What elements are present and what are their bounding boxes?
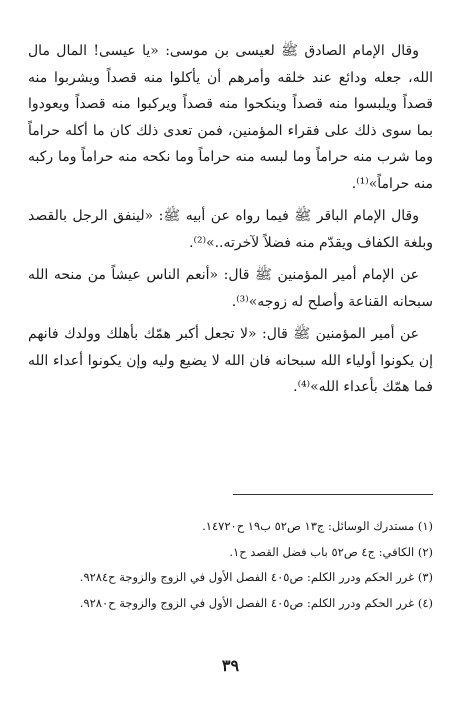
paragraph-1: وقال الإمام الصادق ﷺ لعيسى بن موسى: «يا عيسى! المال مال الله، جعله ودائع عند خلقه وأمرهم أن يأكلوا منه قصداً ويشربوا منه قصداً ويلبسوا منه قصداً وينكحوا منه قصداً ويركبوا منه قصداً ويعودوا بما سوى ذلك على فقراء المؤمنين، فمن تعدى ذلك كان ما أكله حراماً وما شرب منه حراماً وما لبسه منه حراماً وما نكحه منه حراماً وما ركبه منه حراماً»⁽¹⁾. bbox=[28, 43, 433, 192]
footnote-divider bbox=[233, 494, 433, 495]
footnote-1: (١) مستدرك الوسائل: ج١٣ ص٥٢ ب١٩ ح١٤٧٢٠. bbox=[202, 519, 433, 533]
paragraph-3: عن الإمام أمير المؤمنين ﷺ قال: «أنعم الناس عيشاً من منحه الله سبحانه القناعة وأصلح له زوجه»⁽³⁾. bbox=[28, 267, 433, 310]
footnote-3: (٣) غرر الحكم ودرر الكلم: ص٤٠٥ الفصل الأول في الزوج والزوجة ح٩٢٨٤. bbox=[79, 570, 433, 584]
page-number: ٣٩ bbox=[221, 656, 240, 675]
footnote-4: (٤) غرر الحكم ودرر الكلم: ص٤٠٥ الفصل الأول في الزوج والزوجة ح٩٢٨٠. bbox=[79, 595, 433, 610]
main-text bbox=[28, 38, 433, 407]
footnotes bbox=[30, 515, 433, 617]
paragraph-2: وقال الإمام الباقر ﷺ فيما رواه عن أبيه ﷺ: «لينفق الرجل بالقصد وبلغة الكفاف ويقدّم منه فضلاً لآخرته..»⁽²⁾. bbox=[28, 208, 433, 251]
footnote-2: (٢) الكافي: ج٤ ص٥٢ باب فضل القصد ح١. bbox=[229, 544, 433, 559]
paragraph-4: عن أمير المؤمنين ﷺ قال: «لا تجعل أكبر همّك بأهلك وولدك فانهم إن يكونوا أولياء الله سبحانه فان الله لا يضيع وليه وإن يكونوا أعداء الله فما همّك بأعداء الله»⁽⁴⁾. bbox=[28, 326, 433, 395]
